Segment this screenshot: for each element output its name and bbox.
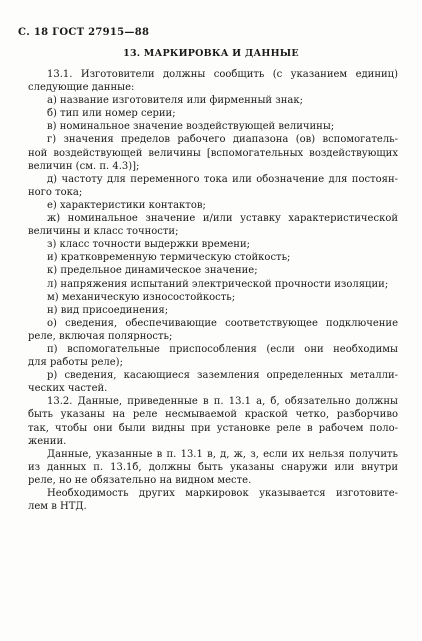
text-line: д) частоту для переменного тока или обозначение для постоян- <box>47 173 398 185</box>
text-line: так, чтобы они были видны при установке реле в рабочем поло- <box>28 422 398 434</box>
text-line: величины и класс точности; <box>28 226 179 238</box>
text-line: ного тока; <box>28 186 83 198</box>
text-line: к) предельное динамическое значение; <box>47 265 258 277</box>
text-line: следующие данные: <box>28 82 135 94</box>
running-head: С. 18 ГОСТ 27915—88 <box>18 27 150 38</box>
text-line: величин (см. п. 4.3)]; <box>28 160 140 172</box>
body-text <box>28 68 398 513</box>
text-line: жении. <box>28 435 67 447</box>
text-line: ческих частей. <box>28 383 108 395</box>
text-line: а) название изготовителя или фирменный знак; <box>47 95 303 107</box>
section-title: 13. МАРКИРОВКА И ДАННЫЕ <box>123 48 299 59</box>
text-line: реле, но не обязательно на видном месте. <box>28 474 252 486</box>
text-line: Данные, указанные в п. 13.1 в, д, ж, з, если их нельзя получить <box>47 448 398 460</box>
text-line: Необходимость других маркировок указывается изготовите- <box>47 488 398 499</box>
text-line: в) номинальное значение воздействующей величины; <box>47 121 335 133</box>
text-line: р) сведения, касающиеся заземления определенных металли- <box>47 370 398 382</box>
text-line: быть указаны на реле несмываемой краской четко, разборчиво <box>28 409 398 421</box>
text-line: г) значения пределов рабочего диапазона (ов) вспомогатель- <box>47 134 398 146</box>
text-line: н) вид присоединения; <box>47 304 169 316</box>
text-line: лем в НТД. <box>28 501 87 513</box>
text-line: ной воздействующей величины [вспомогательных воздействующих <box>28 147 398 159</box>
text-line: 13.2. Данные, приведенные в п. 13.1 а, б, обязательно должны <box>47 396 398 408</box>
text-line: 13.1. Изготовители должны сообщить (с указанием единиц) <box>47 69 398 80</box>
text-line: б) тип или номер серии; <box>47 108 176 120</box>
text-line: п) вспомогательные приспособления (если они необходимы <box>47 343 398 355</box>
text-line: з) класс точности выдержки времени; <box>47 239 251 251</box>
text-line: о) сведения, обеспечивающие соответствующее подключение <box>47 317 398 329</box>
text-line: и) кратковременную термическую стойкость; <box>47 252 291 264</box>
text-line: для работы реле); <box>28 357 123 369</box>
text-line: л) напряжения испытаний электрической прочности изоляции; <box>47 278 389 290</box>
text-line: ж) номинальное значение и/или уставку характеристической <box>47 213 398 225</box>
text-line: из данных п. 13.1б, должны быть указаны снаружи или внутри <box>28 461 398 473</box>
text-line: е) характеристики контактов; <box>47 199 206 211</box>
text-line: м) механическую износостойкость; <box>47 291 236 303</box>
text-line: реле, включая полярность; <box>28 330 173 342</box>
